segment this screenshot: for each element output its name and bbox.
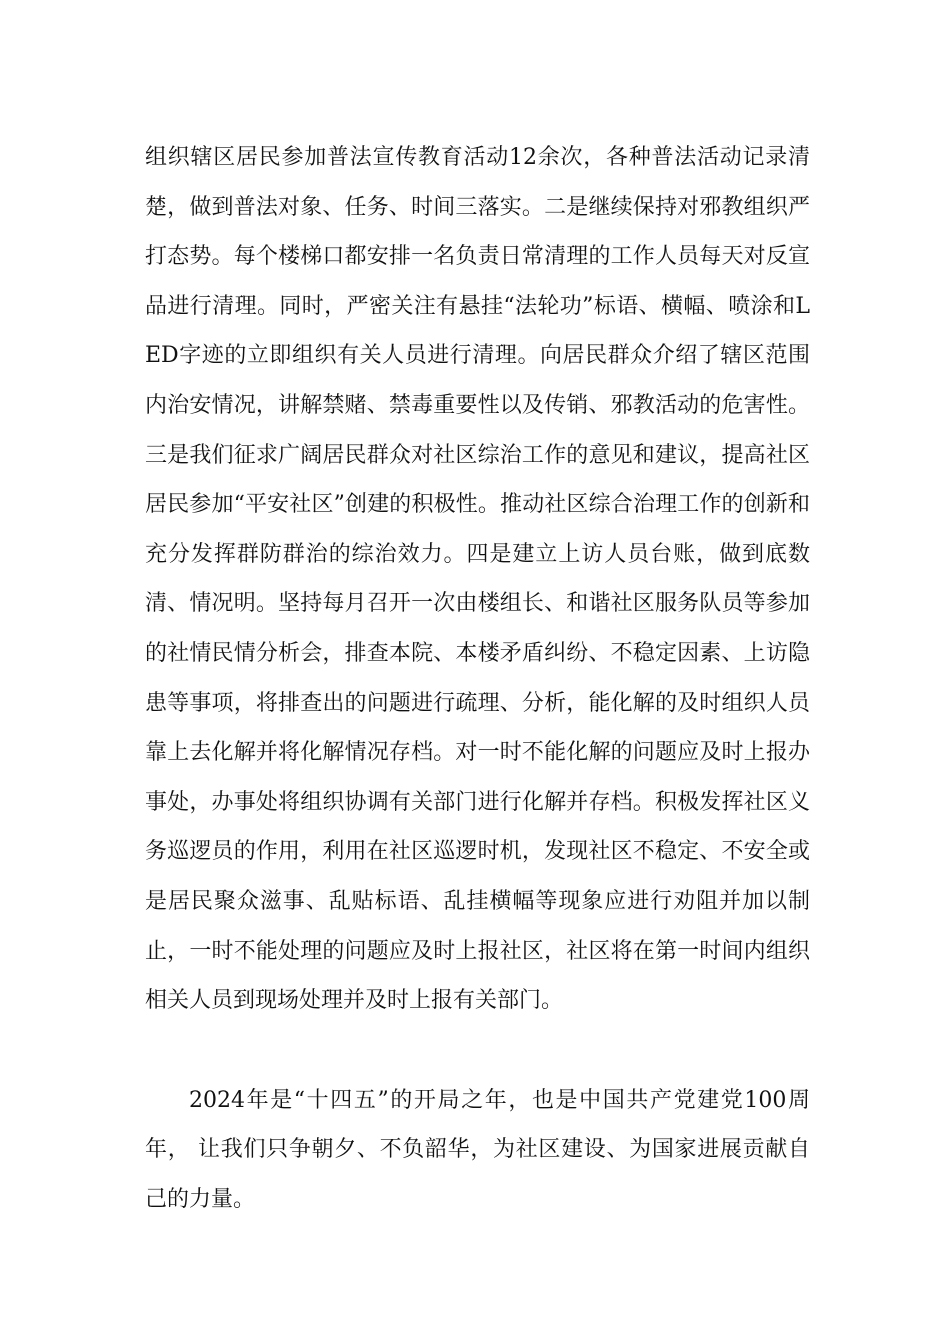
paragraph-1: 组织辖区居民参加普法宣传教育活动12余次，各种普法活动记录清楚，做到普法对象、任务、时间三落实。二是继续保持对邪教组织严打态势。每个楼梯口都安排一名负责日常清理的工作人员每天对反宣品进行清理。同时，严密关注有悬挂“法轮功”标语、横幅、喷涂和LED字迹的立即组织有关人员进行清理。向居民群众介绍了辖区范围内治安情况，讲解禁赌、禁毒重要性以及传销、邪教活动的危害性。三是我们征求广阔居民群众对社区综治工作的意见和建议，提高社区居民参加“平安社区”创建的积极性。推动社区综合治理工作的创新和充分发挥群防群治的综治效力。四是建立上访人员台账，做到底数清、情况明。坚持每月召开一次由楼组长、和谐社区服务队员等参加的社情民情分析会，排查本院、本楼矛盾纠纷、不稳定因素、上访隐患等事项，将排查出的问题进行疏理、分析，能化解的及时组织人员靠上去化解并将化解情况存档。对一时不能化解的问题应及时上报办事处，办事处将组织协调有关部门进行化解并存档。积极发挥社区义务巡逻员的作用，利用在社区巡逻时机，发现社区不稳定、不安全或是居民聚众滋事、乱贴标语、乱挂横幅等现象应进行劝阻并加以制止，一时不能处理的问题应及时上报社区，社区将在第一时间内组织相关人员到现场处理并及时上报有关部门。 xyxy=(145,145,810,1014)
paragraph-2: 2024年是“十四五”的开局之年，也是中国共产党建党100周年， 让我们只争朝夕、不负韶华，为社区建设、为国家进展贡献自己的力量。 xyxy=(145,1088,810,1212)
body-text-block xyxy=(145,133,810,1026)
closing-text-block xyxy=(145,1076,810,1224)
